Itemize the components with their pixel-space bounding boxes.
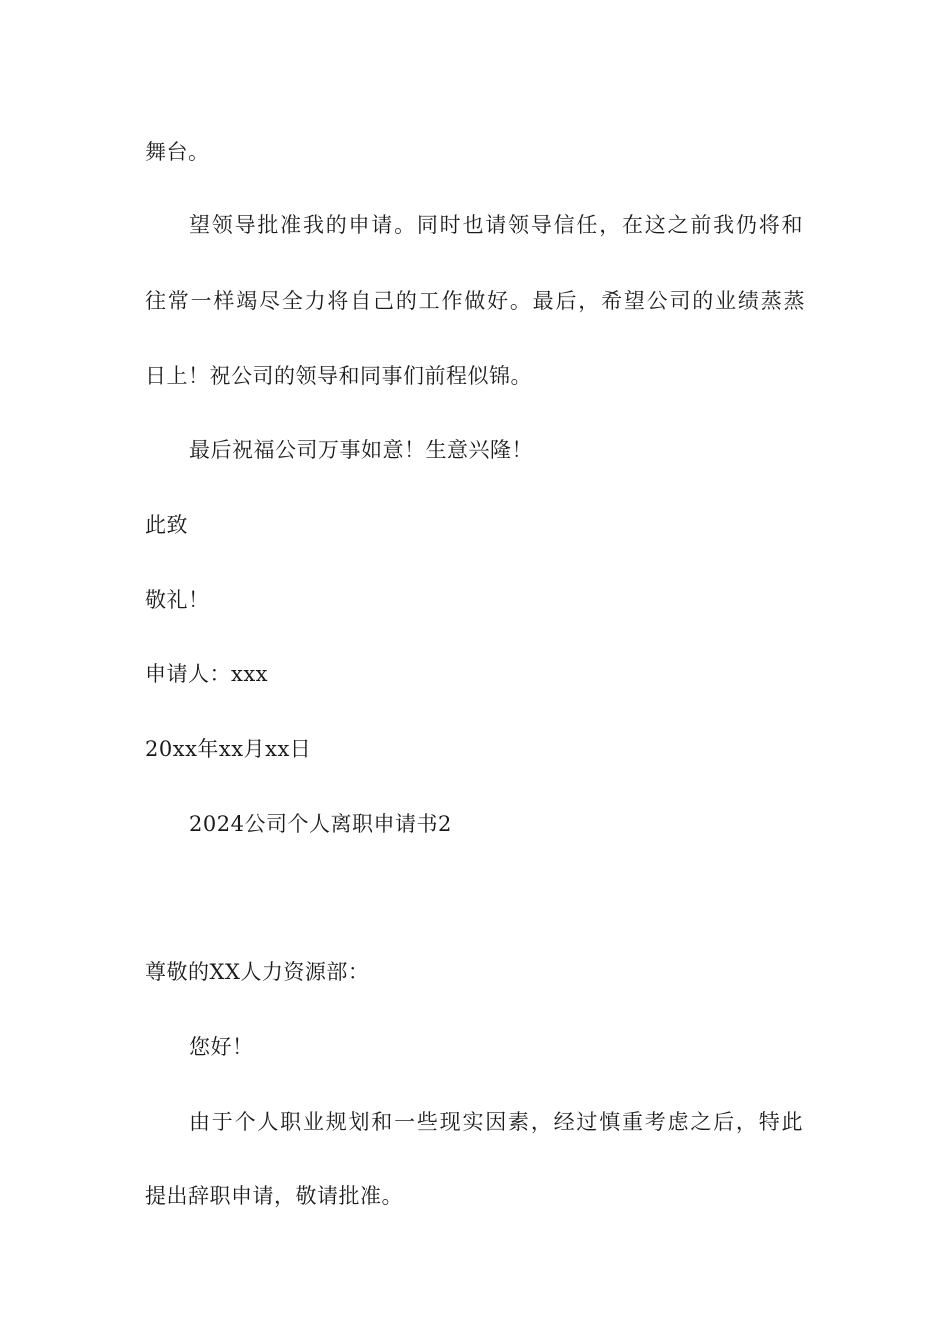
paragraph-line: 往常一样竭尽全力将自己的工作做好。最后，希望公司的业绩蒸蒸 bbox=[145, 289, 805, 313]
closing-line: 此致 bbox=[145, 513, 188, 537]
section-title: 2024公司个人离职申请书2 bbox=[189, 812, 452, 836]
salutation-line: 尊敬的XX人力资源部： bbox=[145, 960, 370, 984]
closing-line: 敬礼！ bbox=[145, 588, 210, 612]
continuation-line: 舞台。 bbox=[145, 140, 210, 164]
paragraph-line: 日上！祝公司的领导和同事们前程似锦。 bbox=[145, 364, 532, 388]
paragraph-line: 提出辞职申请，敬请批准。 bbox=[145, 1184, 403, 1208]
paragraph-line: 望领导批准我的申请。同时也请领导信任，在这之前我仍将和 bbox=[189, 213, 803, 237]
applicant-line: 申请人：xxx bbox=[145, 662, 269, 686]
date-line: 20xx年xx月xx日 bbox=[145, 737, 312, 761]
greeting-line: 您好！ bbox=[189, 1035, 254, 1059]
paragraph-line: 由于个人职业规划和一些现实因素，经过慎重考虑之后，特此 bbox=[189, 1110, 803, 1134]
paragraph-line: 最后祝福公司万事如意！生意兴隆！ bbox=[189, 438, 533, 462]
